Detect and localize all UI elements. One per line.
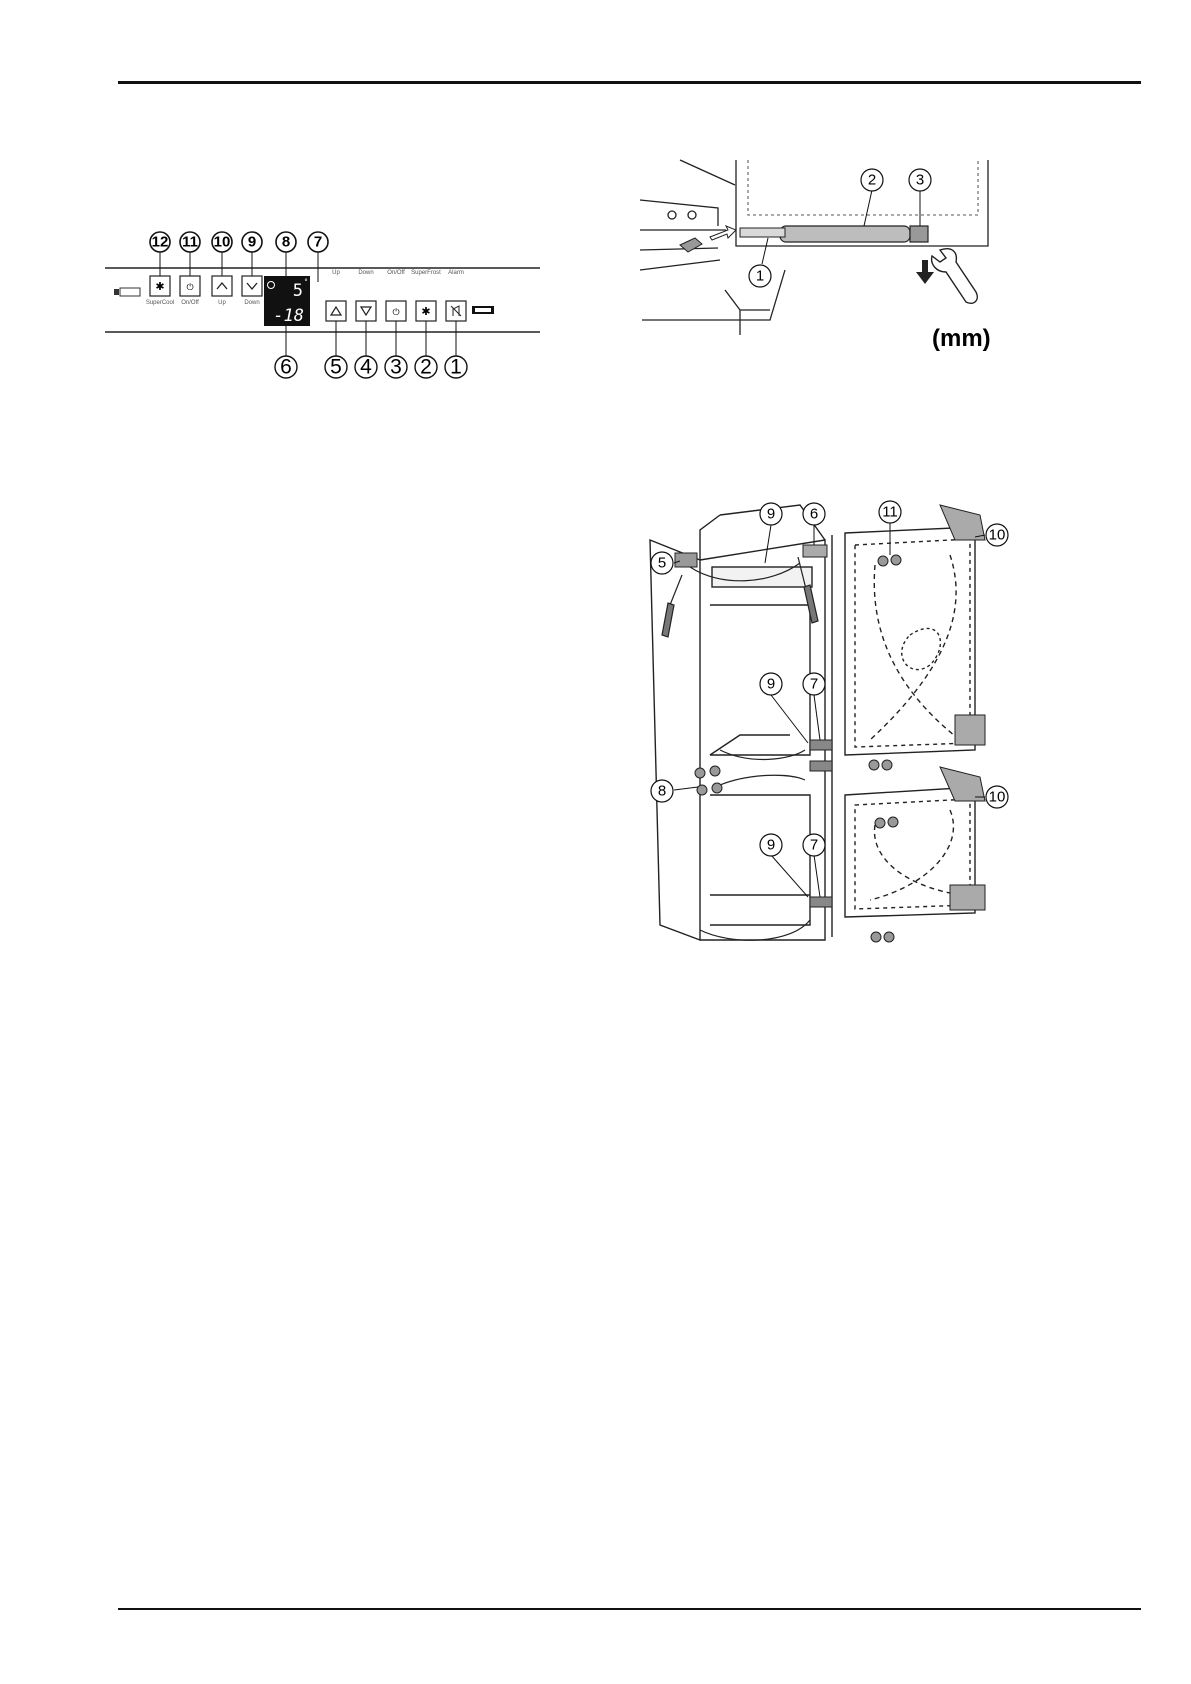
bottom-callout <box>355 356 377 379</box>
control-panel-figure <box>100 232 545 412</box>
superfrost-button[interactable] <box>411 270 441 321</box>
power-icon: ⏻ <box>392 307 400 317</box>
svg-text:7: 7 <box>313 233 323 251</box>
bottom-callout <box>445 356 467 379</box>
svg-text:2: 2 <box>867 171 877 189</box>
callout <box>651 780 673 802</box>
callout <box>861 169 883 191</box>
svg-text:9: 9 <box>247 233 257 251</box>
svg-text:10: 10 <box>988 526 1006 544</box>
svg-text:9: 9 <box>766 836 776 854</box>
fridge-temp: 5 <box>292 281 303 301</box>
svg-text:Up: Up <box>218 300 226 306</box>
svg-text:12: 12 <box>151 233 169 251</box>
svg-text:SuperFrost: SuperFrost <box>411 270 441 276</box>
power-icon: ⏻ <box>186 282 194 292</box>
top-callout <box>242 232 262 252</box>
bottom-callout <box>415 356 437 379</box>
svg-text:4: 4 <box>360 355 372 379</box>
svg-text:9: 9 <box>766 675 776 693</box>
supercool-button[interactable] <box>146 276 174 306</box>
svg-text:7: 7 <box>809 836 819 854</box>
door-reversal-figure <box>640 505 1100 1025</box>
top-callout <box>150 232 170 252</box>
freezer-down-button[interactable] <box>356 270 376 321</box>
svg-text:10: 10 <box>988 788 1006 806</box>
svg-text:11: 11 <box>882 503 898 521</box>
footer-rule <box>118 1608 1141 1610</box>
svg-text:1: 1 <box>450 355 462 379</box>
svg-text:5: 5 <box>657 554 667 572</box>
snowflake-icon: ✱ <box>421 306 431 318</box>
bottom-callout <box>385 356 407 379</box>
svg-text:Down: Down <box>244 300 260 306</box>
callout <box>986 786 1008 808</box>
callout <box>803 503 825 525</box>
svg-text:2: 2 <box>420 355 432 379</box>
svg-text:6: 6 <box>809 505 819 523</box>
freezer-onoff-button[interactable] <box>386 270 406 321</box>
bottom-callout <box>275 356 297 379</box>
svg-text:6: 6 <box>280 355 292 379</box>
callout <box>986 524 1008 546</box>
svg-text:8: 8 <box>657 782 667 800</box>
svg-text:11: 11 <box>182 233 198 251</box>
fridge-down-button[interactable] <box>242 276 262 306</box>
svg-text:Alarm: Alarm <box>448 270 464 276</box>
tool-size-label: (mm) <box>932 325 991 352</box>
callout <box>760 673 782 695</box>
svg-text:SuperCool: SuperCool <box>145 300 175 306</box>
svg-text:On/Off: On/Off <box>387 270 405 276</box>
svg-text:7: 7 <box>809 675 819 693</box>
callout <box>803 834 825 856</box>
svg-text:5: 5 <box>330 355 342 379</box>
callout <box>749 265 771 287</box>
svg-text:1: 1 <box>755 267 765 285</box>
snowflake-icon: ✱ <box>155 281 165 293</box>
svg-text:3: 3 <box>915 171 925 189</box>
base-adjustment-figure <box>640 160 1095 375</box>
fridge-up-button[interactable] <box>212 276 232 306</box>
svg-text:Up: Up <box>332 270 340 276</box>
freezer-temp: -18 <box>273 306 304 326</box>
alarm-button[interactable] <box>446 270 466 321</box>
top-callout <box>308 232 328 252</box>
svg-text:3: 3 <box>390 355 402 379</box>
callout <box>879 501 901 523</box>
callout <box>651 552 673 574</box>
temperature-display <box>264 276 310 326</box>
svg-text:8: 8 <box>281 233 291 251</box>
fridge-unit: ° <box>303 278 309 286</box>
svg-text:On/Off: On/Off <box>181 300 199 306</box>
top-callout <box>276 232 296 252</box>
top-callout <box>180 232 200 252</box>
callout <box>803 673 825 695</box>
svg-text:9: 9 <box>766 505 776 523</box>
top-callout <box>212 232 232 252</box>
freezer-up-button[interactable] <box>326 270 346 321</box>
fridge-onoff-button[interactable] <box>180 276 200 306</box>
header-rule <box>118 81 1141 84</box>
bottom-callout <box>325 356 347 379</box>
svg-text:10: 10 <box>213 233 231 251</box>
callout <box>760 503 782 525</box>
callout <box>909 169 931 191</box>
svg-text:Down: Down <box>358 270 374 276</box>
callout <box>760 834 782 856</box>
